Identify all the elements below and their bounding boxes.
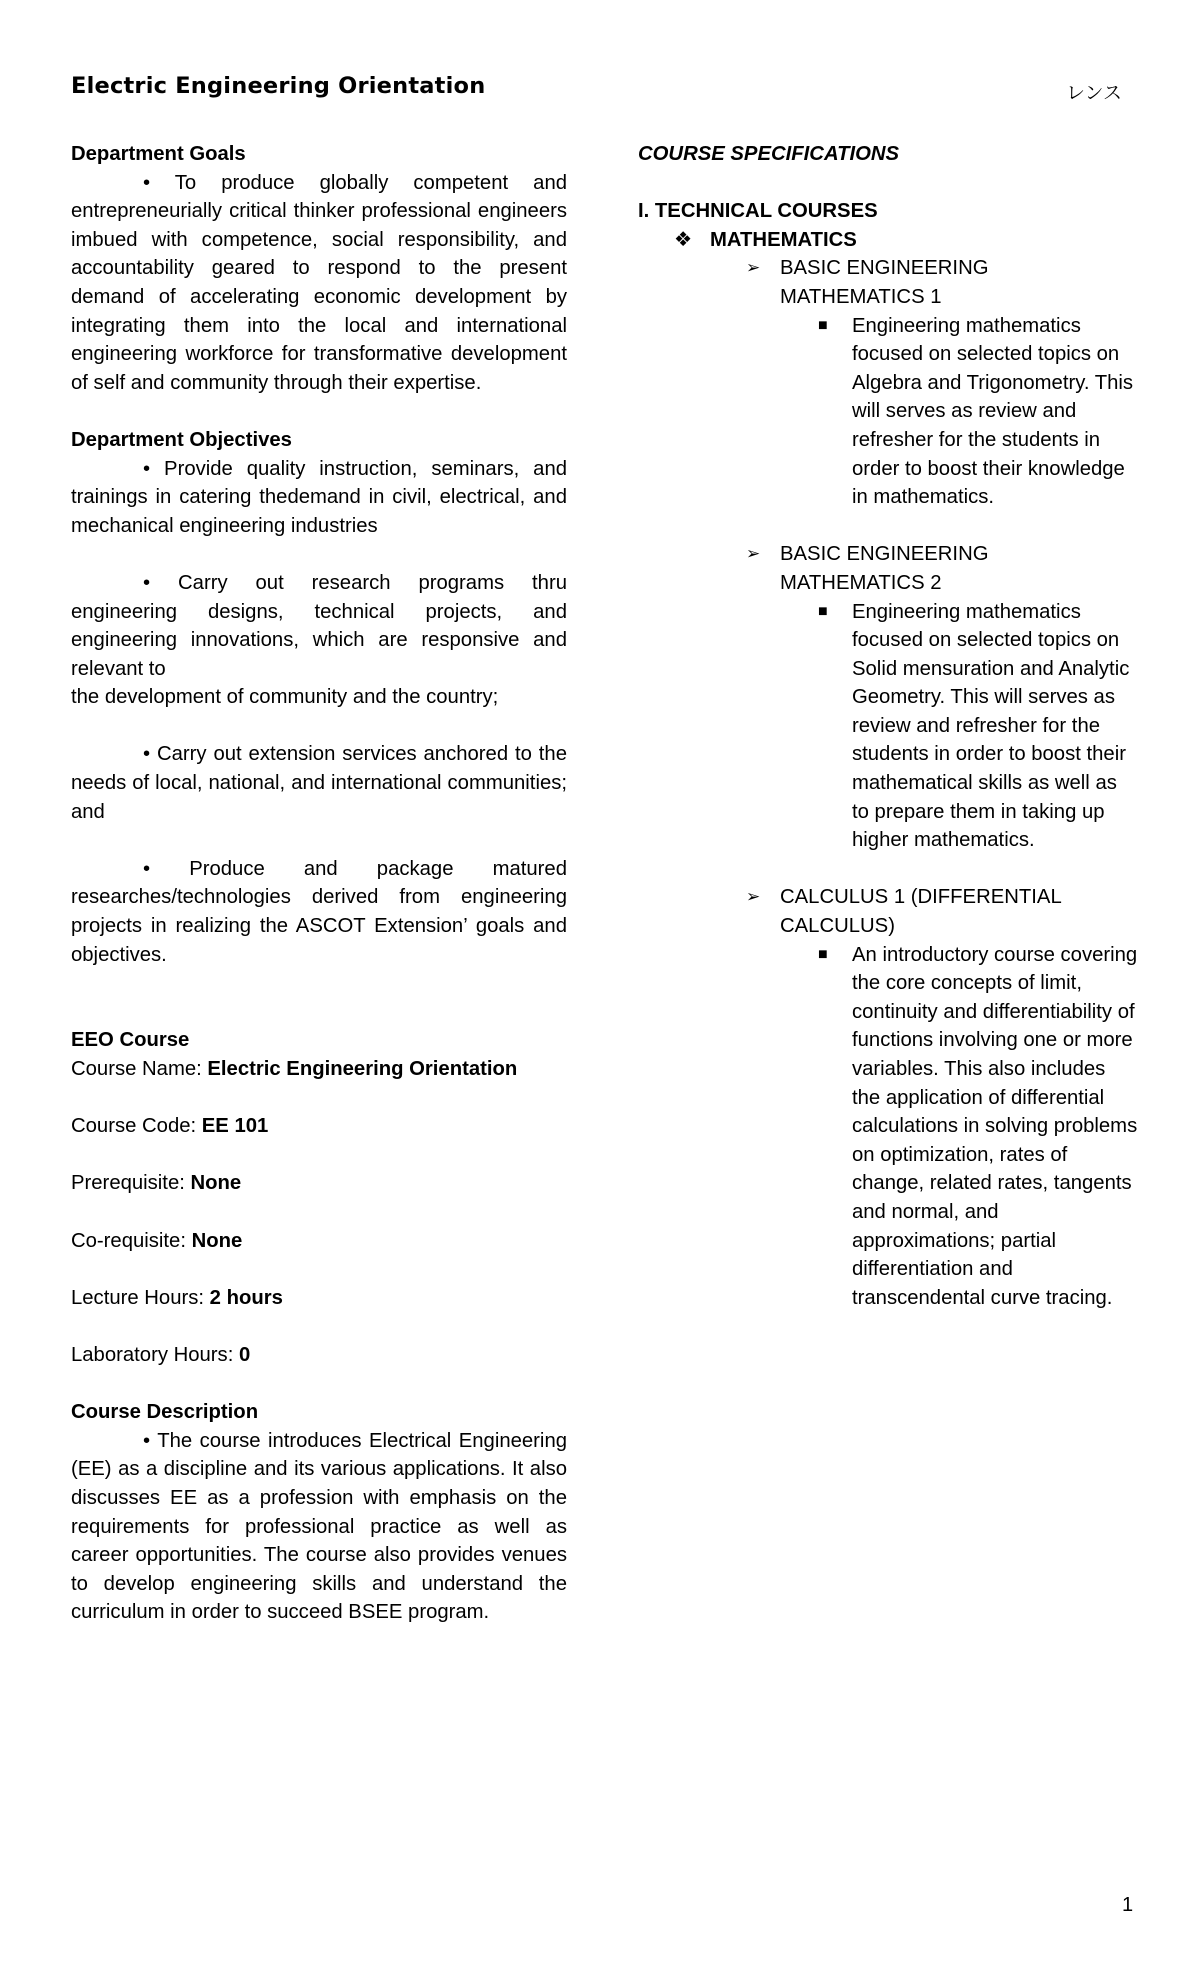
- square-bullet-icon: ■: [818, 602, 828, 620]
- course-name-row: [71, 1055, 567, 1084]
- corequisite-row: [71, 1227, 567, 1256]
- prerequisite-label: Prerequisite:: [71, 1172, 191, 1195]
- course-item-description-text: An introductory course covering the core concepts of limit, continuity and differentiability of functions involving one or more variables. This also includes the application of differential calculations in solving problems on optimization, rates of change, related rates, tangents and normal, and approximations; partial differentiation and transcendental curve tracing.: [852, 943, 1138, 1309]
- course-item-name: BASIC ENGINEERING MATHEMATICS 2: [780, 543, 989, 594]
- page-number: 1: [1122, 1894, 1134, 1916]
- prerequisite-row: [71, 1169, 567, 1198]
- arrow-bullet-icon: ➢: [746, 887, 761, 907]
- corequisite-label: Co-requisite:: [71, 1229, 192, 1252]
- course-name-value: Electric Engineering Orientation: [207, 1058, 518, 1080]
- goals-text: • To produce globally competent and entrepreneurially critical thinker professional engineers imbued with competence, social responsibility, and accountability geared to respond to the present demand of accelerating economic development by integrating them into the local and international engineering workforce for transformative development of self and community through their expertise.: [71, 171, 567, 394]
- goals-heading: Department Goals: [71, 143, 246, 165]
- left-column: [71, 140, 567, 1627]
- course-item: [638, 540, 1138, 597]
- square-bullet-icon: ■: [818, 316, 828, 334]
- course-item: [638, 254, 1138, 311]
- course-item-description: [638, 598, 1138, 855]
- course-item: [638, 883, 1138, 940]
- objective-3: • Carry out extension services anchored to the needs of local, national, and international communities; and: [71, 743, 567, 823]
- objective-4: • Produce and package matured researches/technologies derived from engineering projects in realizing the ASCOT Extension’ goals and objectives.: [71, 857, 567, 966]
- course-name-label: Course Name:: [71, 1058, 208, 1080]
- square-bullet-icon: ■: [818, 945, 828, 963]
- prerequisite-value: None: [190, 1172, 242, 1195]
- objectives-heading: Department Objectives: [71, 428, 292, 451]
- header-mark: レンス: [1066, 82, 1122, 104]
- objective-2: • Carry out research programs thru engineering designs, technical projects, and engineering innovations, which are responsive and relevant to: [71, 571, 567, 680]
- course-code-row: [71, 1112, 567, 1141]
- lecture-hours-label: Lecture Hours:: [71, 1286, 210, 1309]
- document-title: Electric Engineering Orientation: [71, 73, 486, 99]
- course-item-description: [638, 941, 1138, 1313]
- course-item-description-text: Engineering mathematics focused on selected topics on Algebra and Trigonometry. This will serves as review and refresher for the students in order to boost their knowledge in mathematics.: [852, 314, 1134, 509]
- lab-hours-value: 0: [238, 1343, 251, 1366]
- objective-2-continuation: the development of community and the country;: [71, 686, 499, 709]
- right-column: [638, 140, 1138, 1312]
- corequisite-value: None: [191, 1229, 243, 1252]
- course-item-name: BASIC ENGINEERING MATHEMATICS 1: [780, 257, 989, 308]
- diamond-bullet-icon: ❖: [674, 228, 693, 251]
- description-heading: Course Description: [71, 1401, 259, 1424]
- lecture-hours-row: [71, 1284, 567, 1313]
- arrow-bullet-icon: ➢: [746, 544, 761, 564]
- lab-hours-row: [71, 1341, 567, 1370]
- mathematics-heading: MATHEMATICS: [710, 228, 857, 251]
- lecture-hours-value: 2 hours: [209, 1286, 283, 1309]
- arrow-bullet-icon: ➢: [746, 258, 761, 278]
- objective-1: • Provide quality instruction, seminars, and trainings in catering thedemand in civil, electrical, and mechanical engineering industries: [71, 457, 567, 537]
- course-item-description-text: Engineering mathematics focused on selected topics on Solid mensuration and Analytic Geometry. This will serves as review and refresher for the students in order to boost their mathematical skills as well as to prepare them in taking up higher mathematics.: [852, 600, 1130, 852]
- lab-hours-label: Laboratory Hours:: [71, 1343, 239, 1366]
- course-item-name: CALCULUS 1 (DIFFERENTIAL CALCULUS): [780, 886, 1061, 938]
- course-code-label: Course Code:: [71, 1115, 202, 1138]
- course-heading: EEO Course: [71, 1029, 190, 1052]
- technical-courses-heading: I. TECHNICAL COURSES: [638, 200, 878, 223]
- course-item-description: [638, 312, 1138, 512]
- mathematics-subsection: [638, 226, 1138, 255]
- specifications-title: COURSE SPECIFICATIONS: [638, 143, 900, 165]
- course-code-value: EE 101: [201, 1115, 269, 1138]
- description-text: • The course introduces Electrical Engineering (EE) as a discipline and its various applications. It also discusses EE as a profession with emphasis on the requirements for professional practice as well as career opportunities. The course also provides venues to develop engineering skills and understand the curriculum in order to succeed BSEE program.: [71, 1429, 567, 1624]
